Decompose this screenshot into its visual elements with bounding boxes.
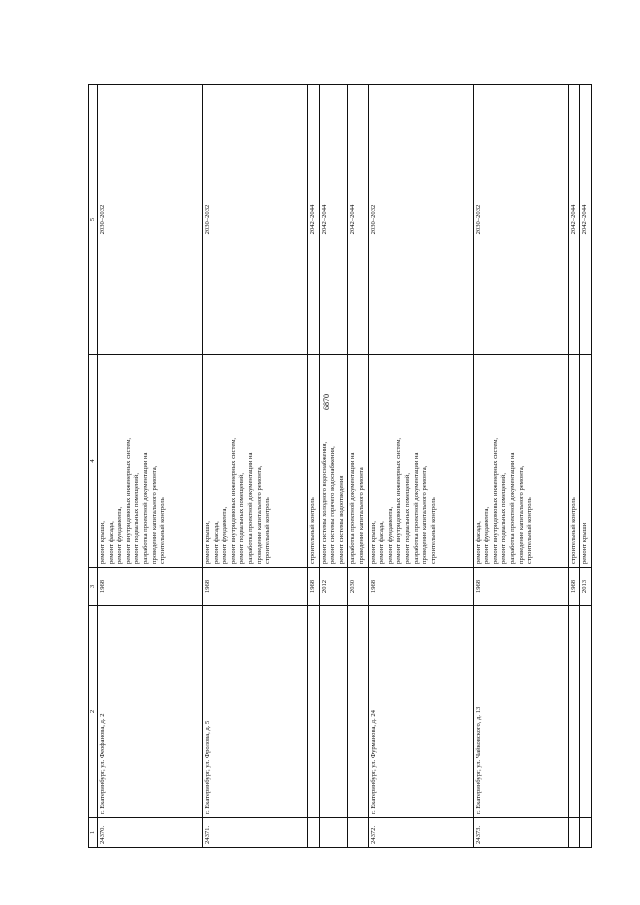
work-item: ремонт крыши, — [204, 521, 211, 564]
work-item: ремонт системы холодного водоснабжения, — [320, 441, 328, 564]
rotated-table-container — [88, 85, 630, 848]
row-address — [580, 606, 592, 818]
row-year: 1968 — [368, 568, 473, 606]
row-address: г. Екатеринбург, ул. Фурманова, д. 24 — [368, 606, 473, 818]
column-number-row — [89, 85, 98, 848]
work-item: проведение капитального ремонта, — [150, 465, 158, 564]
column-header-4: 4 — [89, 355, 98, 568]
row-period: 2042–2044 — [308, 85, 320, 355]
work-item: разработка проектной документации на — [412, 452, 420, 564]
row-number — [319, 818, 348, 848]
work-item: ремонт внутридомовых инженерных систем, — [395, 437, 403, 564]
work-item: строительный контроль — [569, 497, 577, 564]
row-address: г. Екатеринбург, ул. Феофанова, д. 2 — [98, 606, 203, 818]
work-item: ремонт фундамента, — [386, 506, 394, 564]
row-works — [98, 355, 203, 568]
work-item: проведение капитального ремонта, — [517, 465, 525, 564]
work-item: разработка проектной документации на — [246, 452, 254, 564]
row-address — [319, 606, 348, 818]
work-item: строительный контроль — [526, 497, 534, 564]
row-number — [308, 818, 320, 848]
row-period: 2030–2032 — [203, 85, 308, 355]
row-period: 2042–2044 — [580, 85, 592, 355]
table-row — [580, 85, 592, 848]
work-item: ремонт крыши, — [369, 521, 377, 564]
work-item: ремонт фундамента, — [221, 506, 229, 564]
work-item: строительный контроль — [264, 497, 272, 564]
work-item: строительный контроль — [159, 497, 167, 564]
work-item: разработка проектной документации на — [141, 452, 149, 564]
column-header-3: 3 — [89, 568, 98, 606]
table-row — [568, 85, 580, 848]
work-item: проведение капитального ремонта, — [255, 465, 263, 564]
work-item: разработка проектной документации на — [508, 452, 516, 564]
repair-schedule-table — [88, 84, 592, 848]
row-works — [308, 355, 320, 568]
work-item: ремонт внутридомовых инженерных систем, — [491, 437, 499, 564]
work-item: ремонт крыши — [581, 522, 589, 564]
work-item: ремонт подвальных помещений, — [500, 473, 508, 564]
work-item: ремонт подвальных помещений, — [403, 473, 411, 564]
work-item: строительный контроль — [429, 497, 437, 564]
row-period: 2042–2044 — [348, 85, 368, 355]
page-number: 6870 — [322, 394, 331, 410]
work-item: ремонт системы водоотведения — [337, 475, 345, 564]
row-works — [319, 355, 348, 568]
table-row — [319, 85, 348, 848]
row-year: 2012 — [319, 568, 348, 606]
column-header-5: 5 — [89, 85, 98, 355]
row-year: 1968 — [568, 568, 580, 606]
work-item: ремонт внутридомовых инженерных систем, — [124, 437, 132, 564]
row-works — [368, 355, 473, 568]
row-address — [568, 606, 580, 818]
row-number: 24373. — [473, 818, 568, 848]
row-number — [348, 818, 368, 848]
work-item: ремонт фундамента, — [116, 506, 124, 564]
table-row — [203, 85, 308, 848]
row-year: 2030 — [348, 568, 368, 606]
table-row — [308, 85, 320, 848]
table-row — [98, 85, 203, 848]
row-period: 2030–2032 — [98, 85, 203, 355]
row-year: 1968 — [203, 568, 308, 606]
work-item: строительный контроль — [309, 497, 316, 564]
table-row — [348, 85, 368, 848]
work-item: ремонт системы горячего водоснабжения, — [329, 446, 337, 564]
work-item: ремонт фасада, — [107, 521, 115, 564]
table-row — [368, 85, 473, 848]
row-address: г. Екатеринбург, ул. Чайковского, д. 13 — [473, 606, 568, 818]
work-item: ремонт внутридомовых инженерных систем, — [229, 437, 237, 564]
work-item: ремонт крыши, — [99, 521, 106, 564]
row-works — [473, 355, 568, 568]
work-item: ремонт фасада, — [474, 521, 482, 564]
row-number: 24370. — [98, 818, 203, 848]
row-number — [568, 818, 580, 848]
work-item: проведение капитального ремонта — [357, 467, 365, 564]
row-works — [203, 355, 308, 568]
row-period: 2042–2044 — [568, 85, 580, 355]
row-period: 2030–2032 — [368, 85, 473, 355]
row-works — [580, 355, 592, 568]
work-item: ремонт подвальных помещений, — [238, 473, 246, 564]
work-item: ремонт подвальных помещений, — [133, 473, 141, 564]
work-item: разработка проектной документации на — [349, 452, 357, 564]
row-number: 24371. — [203, 818, 308, 848]
work-item: ремонт фундамента, — [483, 506, 491, 564]
row-year: 2013 — [580, 568, 592, 606]
work-item: ремонт фасада, — [212, 521, 220, 564]
table-body — [98, 85, 592, 848]
work-item: ремонт фасада, — [378, 521, 386, 564]
row-period: 2042–2044 — [319, 85, 348, 355]
row-works — [348, 355, 368, 568]
table-row — [473, 85, 568, 848]
row-number: 24372. — [368, 818, 473, 848]
row-address — [348, 606, 368, 818]
row-year: 1968 — [98, 568, 203, 606]
row-address: г. Екатеринбург, ул. Фролова, д. 5 — [203, 606, 308, 818]
row-year: 1968 — [308, 568, 320, 606]
work-item: проведение капитального ремонта, — [421, 465, 429, 564]
row-works — [568, 355, 580, 568]
row-address — [308, 606, 320, 818]
column-header-1: 1 — [89, 818, 98, 848]
row-year: 1968 — [473, 568, 568, 606]
column-header-2: 2 — [89, 606, 98, 818]
row-number — [580, 818, 592, 848]
row-period: 2030–2032 — [473, 85, 568, 355]
